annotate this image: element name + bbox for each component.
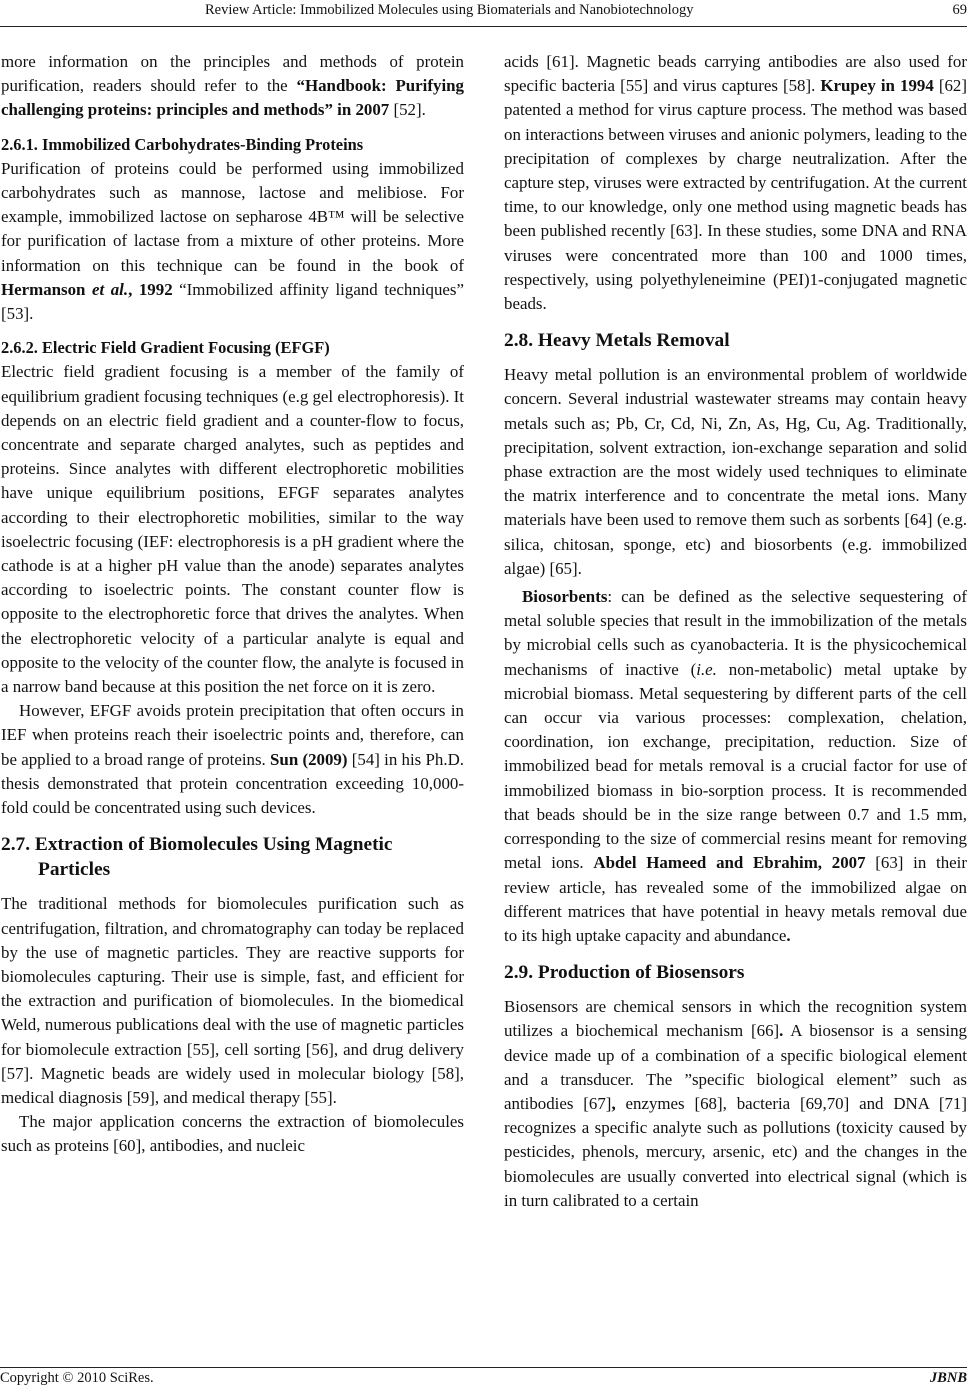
- page-number: 69: [953, 2, 967, 19]
- page-header: [0, 0, 967, 26]
- right-column: [504, 50, 967, 1213]
- left-column: [1, 50, 464, 1159]
- paragraph: Purification of proteins could be performed using immobilized carbohydrates such as mannose, lactose and melibiose. For example, immobilized lactose on sepharose 4B™ will be selective for purification of lactase from a mixture of other proteins. More information on this technique can be found in the book of Hermanson et al., 1992 “Immobilized affinity ligand techniques” [53].: [1, 157, 464, 326]
- paragraph: Biosensors are chemical sensors in which the recognition system utilizes a biochemical mechanism [66]. A biosensor is a sensing device made up of a combination of a specific biological element and a transducer. The ”specific biological element” such as antibodies [67], enzymes [68], bacteria [69,70] and DNA [71] recognizes a specific analyte such as pollutions (toxicity caused by pesticides, phenols, mercury, arsenic, etc) and the changes in the biomolecules are usually converted into electrical signal (which is in turn calibrated to a certain: [504, 995, 967, 1213]
- section-heading-2-6-1: 2.6.1. Immobilized Carbohydrates-Binding Proteins: [1, 133, 464, 157]
- footer-rule: [0, 1367, 967, 1368]
- copyright-notice: Copyright © 2010 SciRes.: [0, 1370, 154, 1387]
- header-rule: [0, 26, 967, 27]
- running-title: Review Article: Immobilized Molecules using Biomaterials and Nanobiotechnology: [205, 2, 693, 19]
- section-heading-2-9: 2.9. Production of Biosensors: [504, 960, 967, 985]
- section-heading-2-8: 2.8. Heavy Metals Removal: [504, 328, 967, 353]
- paragraph: Electric field gradient focusing is a member of the family of equilibrium gradient focusing techniques (e.g gel electrophoresis). It depends on an electric field gradient and a counter-flow to focus, concentrate and separate charged analytes, such as peptides and proteins. Since analytes with different electrophoretic mobilities have unique equilibrium positions, EFGF separates analytes according to their electrophoretic mobilities, similar to the way isoelectric focusing (IEF: electrophoresis is a pH gradient where the cathode is at a higher pH value than the anode) separates analytes according to isoelectric points. The constant counter flow is opposite to the electrophoretic force that drives the analytes. When the electrophoretic velocity of a particular analyte is equal and opposite to the velocity of the counter flow, the analyte is focused in a narrow band because at this position the net force on it is zero.: [1, 360, 464, 699]
- paragraph: Biosorbents: can be defined as the selective sequestering of metal soluble species that result in the immobilization of the metals by microbial cells such as cyanobacteria. It is the physicochemical mechanisms of inactive (i.e. non-metabolic) metal uptake by microbial biomass. Metal sequestering by different parts of the cell can occur via various processes: complexation, chelation, coordination, ion exchange, precipitation, reduction. Size of immobilized bead for metals removal is a crucial factor for use of immobilized biomass in bio-sorption process. It is recommended that beads should be in the size range between 0.7 and 1.5 mm, corresponding to the size of commercial resins meant for removing metal ions. Abdel Hameed and Ebrahim, 2007 [63] in their review article, has revealed some of the immobilized algae on different matrices that have potential in heavy metals removal due to its high uptake capacity and abundance.: [504, 585, 967, 948]
- paragraph: The traditional methods for biomolecules purification such as centrifugation, filtration, and chromatography can today be replaced by the use of magnetic particles. They are reactive supports for biomolecules capturing. Their use is simple, fast, and efficient for the extraction and purification of biomolecules. In the biomedical Weld, numerous publications deal with the use of magnetic particles for biomolecule extraction [55], cell sorting [56], and drug delivery [57]. Magnetic beads are widely used in molecular biology [58], medical diagnosis [59], and medical therapy [55].: [1, 892, 464, 1110]
- paragraph: The major application concerns the extraction of biomolecules such as proteins [60], antibodies, and nucleic: [1, 1110, 464, 1158]
- paragraph: Heavy metal pollution is an environmental problem of worldwide concern. Several industrial wastewater streams may contain heavy metals such as; Pb, Cr, Cd, Ni, Zn, As, Hg, Cu, Ag. Traditionally, precipitation, solvent extraction, ion-exchange separation and solid phase extraction are the most widely used techniques to eliminate the matrix interference and to concentrate the metal ions. Many materials have been used to remove them such as sorbents [64] (e.g. silica, chitosan, sponge, etc) and biosorbents (e.g. immobilized algae) [65].: [504, 363, 967, 581]
- section-heading-2-6-2: 2.6.2. Electric Field Gradient Focusing (EFGF): [1, 336, 464, 360]
- paragraph: more information on the principles and methods of protein purification, readers should refer to the “Handbook: Purifying challenging proteins: principles and methods” in 2007 [52].: [1, 50, 464, 123]
- paragraph: However, EFGF avoids protein precipitation that often occurs in IEF when proteins reach their isoelectric points and, therefore, can be applied to a broad range of proteins. Sun (2009) [54] in his Ph.D. thesis demonstrated that protein concentration exceeding 10,000-fold could be concentrated using such devices.: [1, 699, 464, 820]
- section-heading-2-7: 2.7. Extraction of Biomolecules Using Magnetic Particles: [1, 832, 464, 882]
- journal-abbreviation: JBNB: [930, 1370, 967, 1387]
- paragraph: acids [61]. Magnetic beads carrying antibodies are also used for specific bacteria [55] and virus captures [58]. Krupey in 1994 [62] patented a method for virus capture process. The method was based on interactions between viruses and anionic polymers, leading to the precipitation of complexes by charge neutralization. After the capture step, viruses were extracted by centrifugation. At the current time, to our knowledge, only one method using magnetic beads has been published recently [63]. In these studies, some DNA and RNA viruses were concentrated more than 100 and 1000 times, respectively, using polyethyleneimine (PEI)1-conjugated magnetic beads.: [504, 50, 967, 316]
